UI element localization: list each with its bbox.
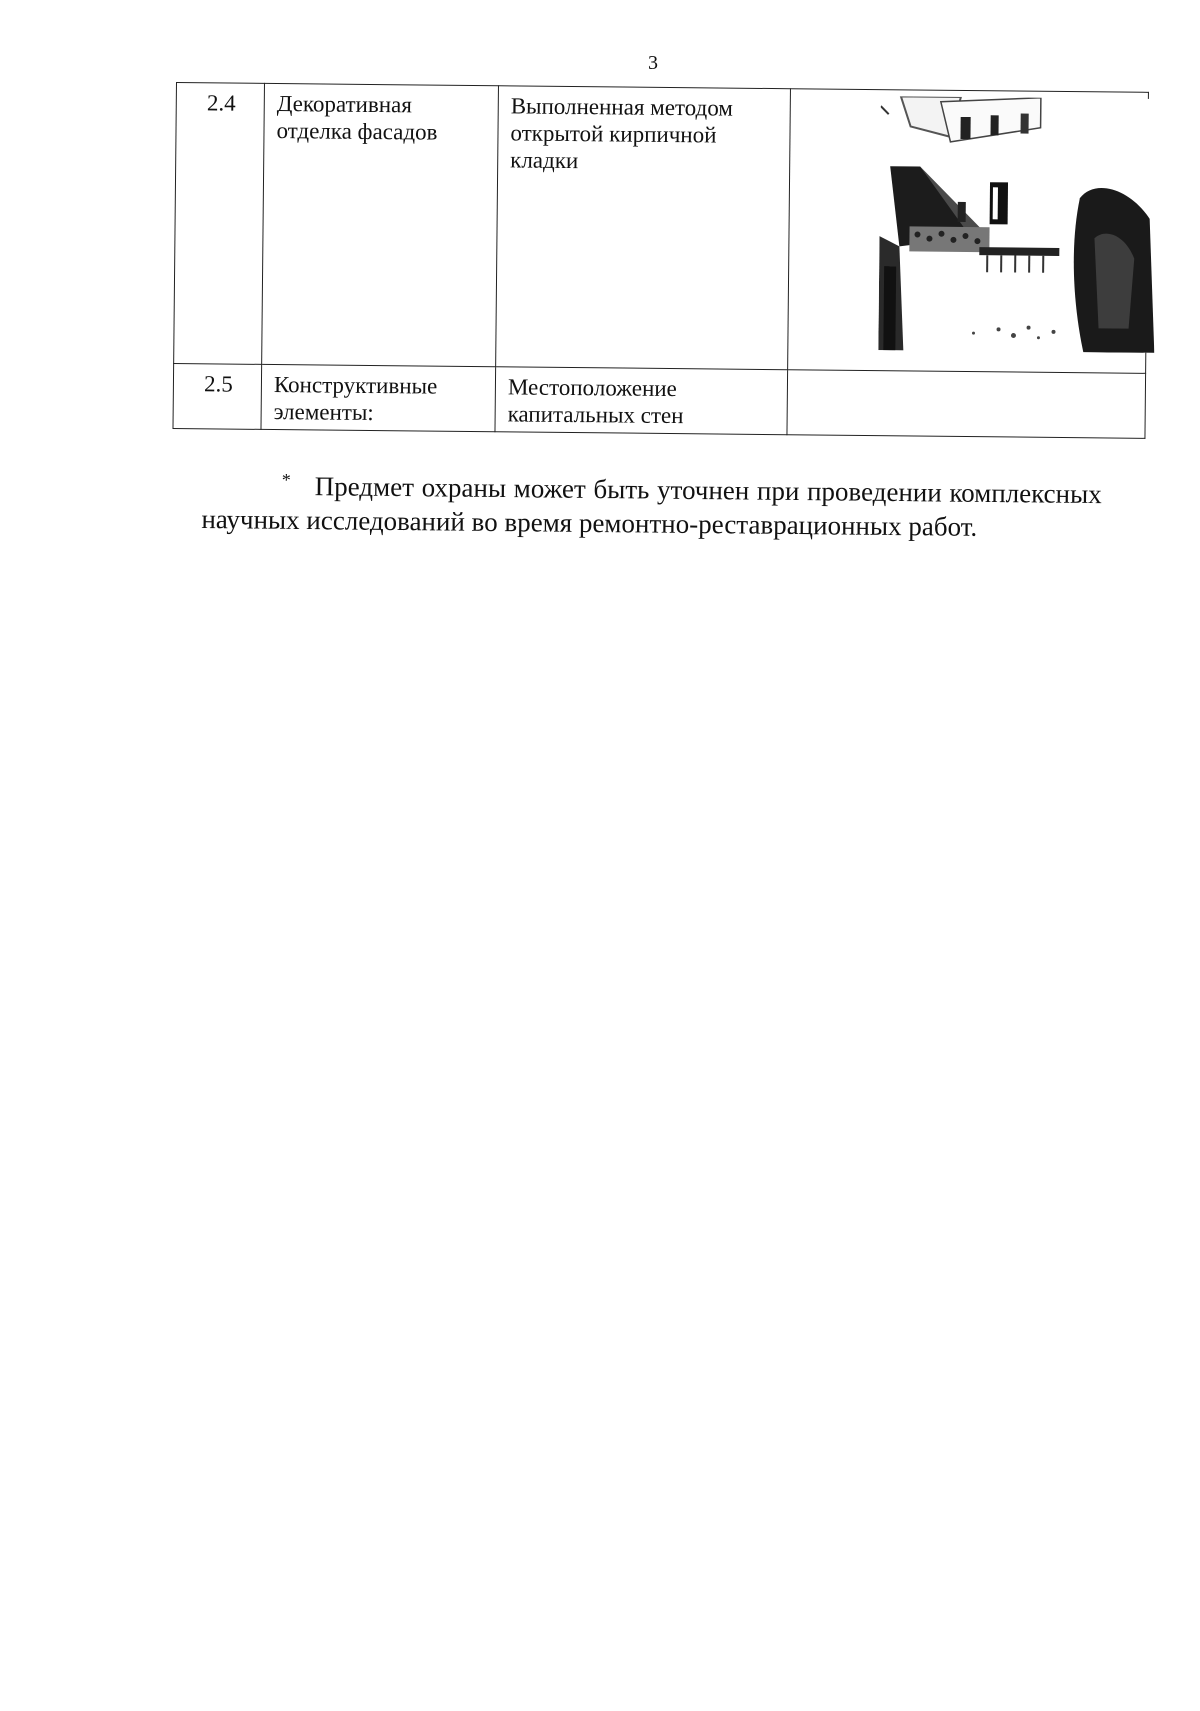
row-number: 2.4 bbox=[174, 83, 265, 365]
photo-cell bbox=[788, 89, 1149, 374]
element-name: Конструктивные элементы: bbox=[261, 364, 496, 432]
footnote-text: Предмет охраны может быть уточнен при проведении комплексных научных исследований во время ремонтно-реставрационных работ. bbox=[201, 471, 1102, 542]
protection-subject-table bbox=[172, 82, 1148, 439]
photo-cell bbox=[787, 370, 1146, 439]
table-row bbox=[174, 83, 1149, 374]
element-description: Местоположение капитальных стен bbox=[495, 367, 788, 435]
table-row bbox=[173, 363, 1146, 438]
building-facade-photo bbox=[878, 96, 1157, 353]
element-name: Декоративная отделка фасадов bbox=[262, 83, 499, 366]
row-number: 2.5 bbox=[173, 363, 262, 429]
footnote-mark: * bbox=[281, 469, 291, 490]
element-description: Выполненная методом открытой кирпичной кладки bbox=[496, 86, 791, 370]
protection-table-wrapper bbox=[172, 82, 1147, 439]
footnote bbox=[201, 462, 1102, 545]
page-number: 3 bbox=[648, 52, 658, 74]
